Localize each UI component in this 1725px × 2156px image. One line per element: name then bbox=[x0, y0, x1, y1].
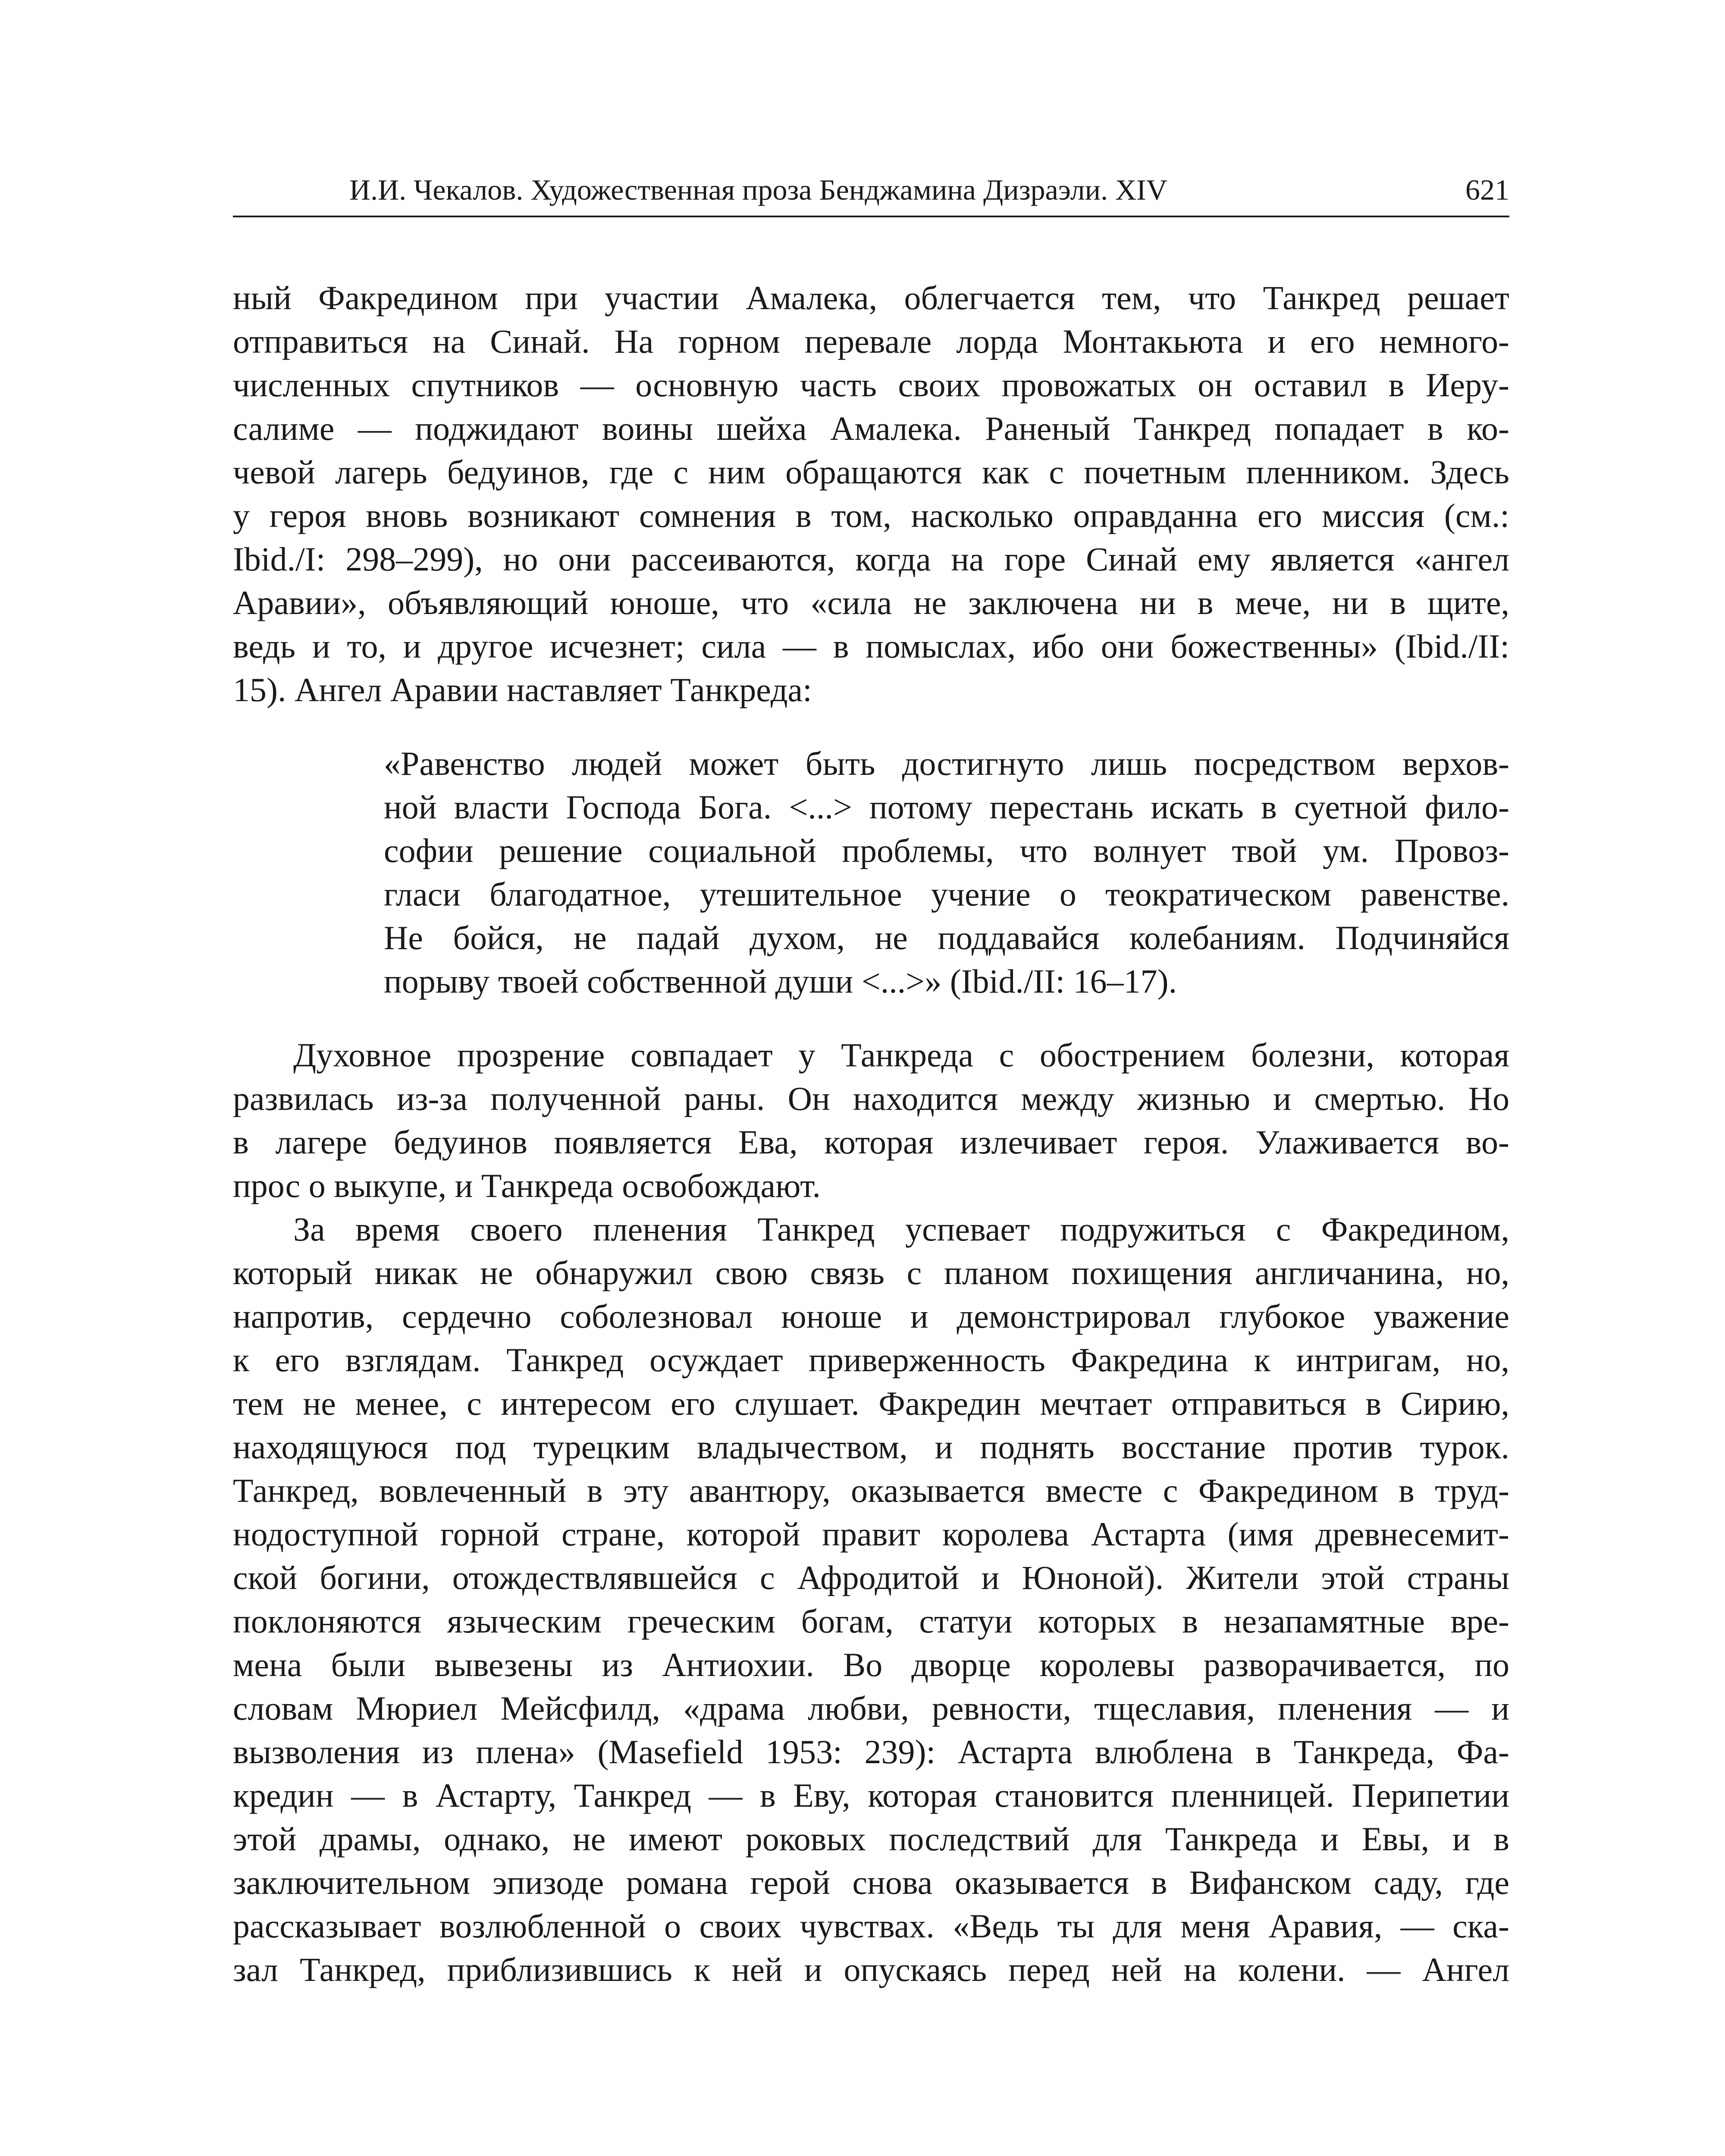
quote-line: софии решение социальной проблемы, что волнует твой ум. Провоз- bbox=[384, 832, 1509, 869]
text-line: отправиться на Синай. На горном перевале лорда Монтакьюта и его немного- bbox=[233, 323, 1509, 360]
block-quote bbox=[233, 742, 1509, 1003]
quote-line: порыву твоей собственной души <...>» (Ibid./II: 16–17). bbox=[384, 962, 1177, 1000]
quote-line: Не бойся, не падай духом, не поддавайся колебаниям. Подчиняйся bbox=[384, 919, 1509, 956]
text-line: поклоняются языческим греческим богам, статуи которых в незапамятные вре- bbox=[233, 1602, 1509, 1640]
text-line: напротив, сердечно соболезновал юноше и демонстрировал глубокое уважение bbox=[233, 1297, 1509, 1335]
text-line: За время своего пленения Танкред успевает подружиться с Факредином, bbox=[293, 1210, 1509, 1248]
text-line: в лагере бедуинов появляется Ева, которая излечивает героя. Улаживается во- bbox=[233, 1123, 1509, 1161]
text-line: 15). Ангел Аравии наставляет Танкреда: bbox=[233, 671, 812, 708]
text-line: нодоступной горной стране, которой правит королева Астарта (имя древнесемит- bbox=[233, 1515, 1509, 1553]
text-line: прос о выкупе, и Танкреда освобождают. bbox=[233, 1167, 821, 1204]
paragraph-1 bbox=[233, 276, 1509, 711]
text-line: развилась из-за полученной раны. Он находится между жизнью и смертью. Но bbox=[233, 1080, 1509, 1117]
running-header bbox=[233, 164, 1509, 217]
text-line: мена были вывезены из Антиохии. Во дворце королевы разворачивается, по bbox=[233, 1646, 1509, 1683]
text-line: кредин — в Астарту, Танкред — в Еву, которая становится пленницей. Перипетии bbox=[233, 1777, 1509, 1814]
text-line: салиме — поджидают воины шейха Амалека. Раненый Танкред попадает в ко- bbox=[233, 410, 1509, 447]
text-line: к его взглядам. Танкред осуждает приверженность Факредина к интригам, но, bbox=[233, 1341, 1509, 1379]
paragraph-2 bbox=[233, 1033, 1509, 1207]
page-number: 621 bbox=[1465, 173, 1509, 206]
running-title: И.И. Чекалов. Художественная проза Бенджамина Дизраэли. XIV bbox=[349, 173, 1167, 206]
text-line: чевой лагерь бедуинов, где с ним обращаются как с почетным пленником. Здесь bbox=[233, 453, 1509, 491]
text-line: ведь и то, и другое исчезнет; сила — в помыслах, ибо они божественны» (Ibid./II: bbox=[233, 627, 1509, 665]
text-line: заключительном эпизоде романа герой снова оказывается в Вифанском саду, где bbox=[233, 1864, 1509, 1901]
text-line: этой драмы, однако, не имеют роковых последствий для Танкреда и Евы, и в bbox=[233, 1820, 1509, 1858]
text-line: рассказывает возлюбленной о своих чувствах. «Ведь ты для меня Аравия, — ска- bbox=[233, 1907, 1509, 1945]
text-line: зал Танкред, приблизившись к ней и опускаясь перед ней на колени. — Ангел bbox=[233, 1951, 1509, 1988]
text-line: ской богини, отождествлявшейся с Афродитой и Юноной). Жители этой страны bbox=[233, 1559, 1509, 1596]
text-line: Духовное прозрение совпадает у Танкреда с обострением болезни, которая bbox=[293, 1036, 1509, 1074]
body-text bbox=[233, 276, 1509, 1991]
text-line: у героя вновь возникают сомнения в том, насколько оправданна его миссия (см.: bbox=[233, 497, 1509, 534]
text-line: численных спутников — основную часть своих провожатых он оставил в Иеру- bbox=[233, 366, 1509, 404]
text-line: ный Факредином при участии Амалека, облегчается тем, что Танкред решает bbox=[233, 279, 1509, 317]
paragraph-3 bbox=[233, 1207, 1509, 1991]
text-line: находящуюся под турецким владычеством, и поднять восстание против турок. bbox=[233, 1428, 1509, 1466]
quote-line: «Равенство людей может быть достигнуто лишь посредством верхов- bbox=[384, 745, 1509, 782]
text-line: Ibid./I: 298–299), но они рассеиваются, когда на горе Синай ему является «ангел bbox=[233, 540, 1509, 578]
text-line: Аравии», объявляющий юноше, что «сила не заключена ни в мече, ни в щите, bbox=[233, 584, 1509, 621]
quote-line: гласи благодатное, утешительное учение о теократическом равенстве. bbox=[384, 875, 1509, 913]
text-line: Танкред, вовлеченный в эту авантюру, оказывается вместе с Факредином в труд- bbox=[233, 1472, 1509, 1509]
text-line: словам Мюриел Мейсфилд, «драма любви, ревности, тщеславия, пленения — и bbox=[233, 1689, 1509, 1727]
quote-line: ной власти Господа Бога. <...> потому перестань искать в суетной фило- bbox=[384, 788, 1509, 826]
text-line: который никак не обнаружил свою связь с планом похищения англичанина, но, bbox=[233, 1254, 1509, 1291]
text-line: тем не менее, с интересом его слушает. Факредин мечтает отправиться в Сирию, bbox=[233, 1385, 1509, 1422]
text-line: вызволения из плена» (Masefield 1953: 239): Астарта влюблена в Танкреда, Фа- bbox=[233, 1733, 1509, 1771]
